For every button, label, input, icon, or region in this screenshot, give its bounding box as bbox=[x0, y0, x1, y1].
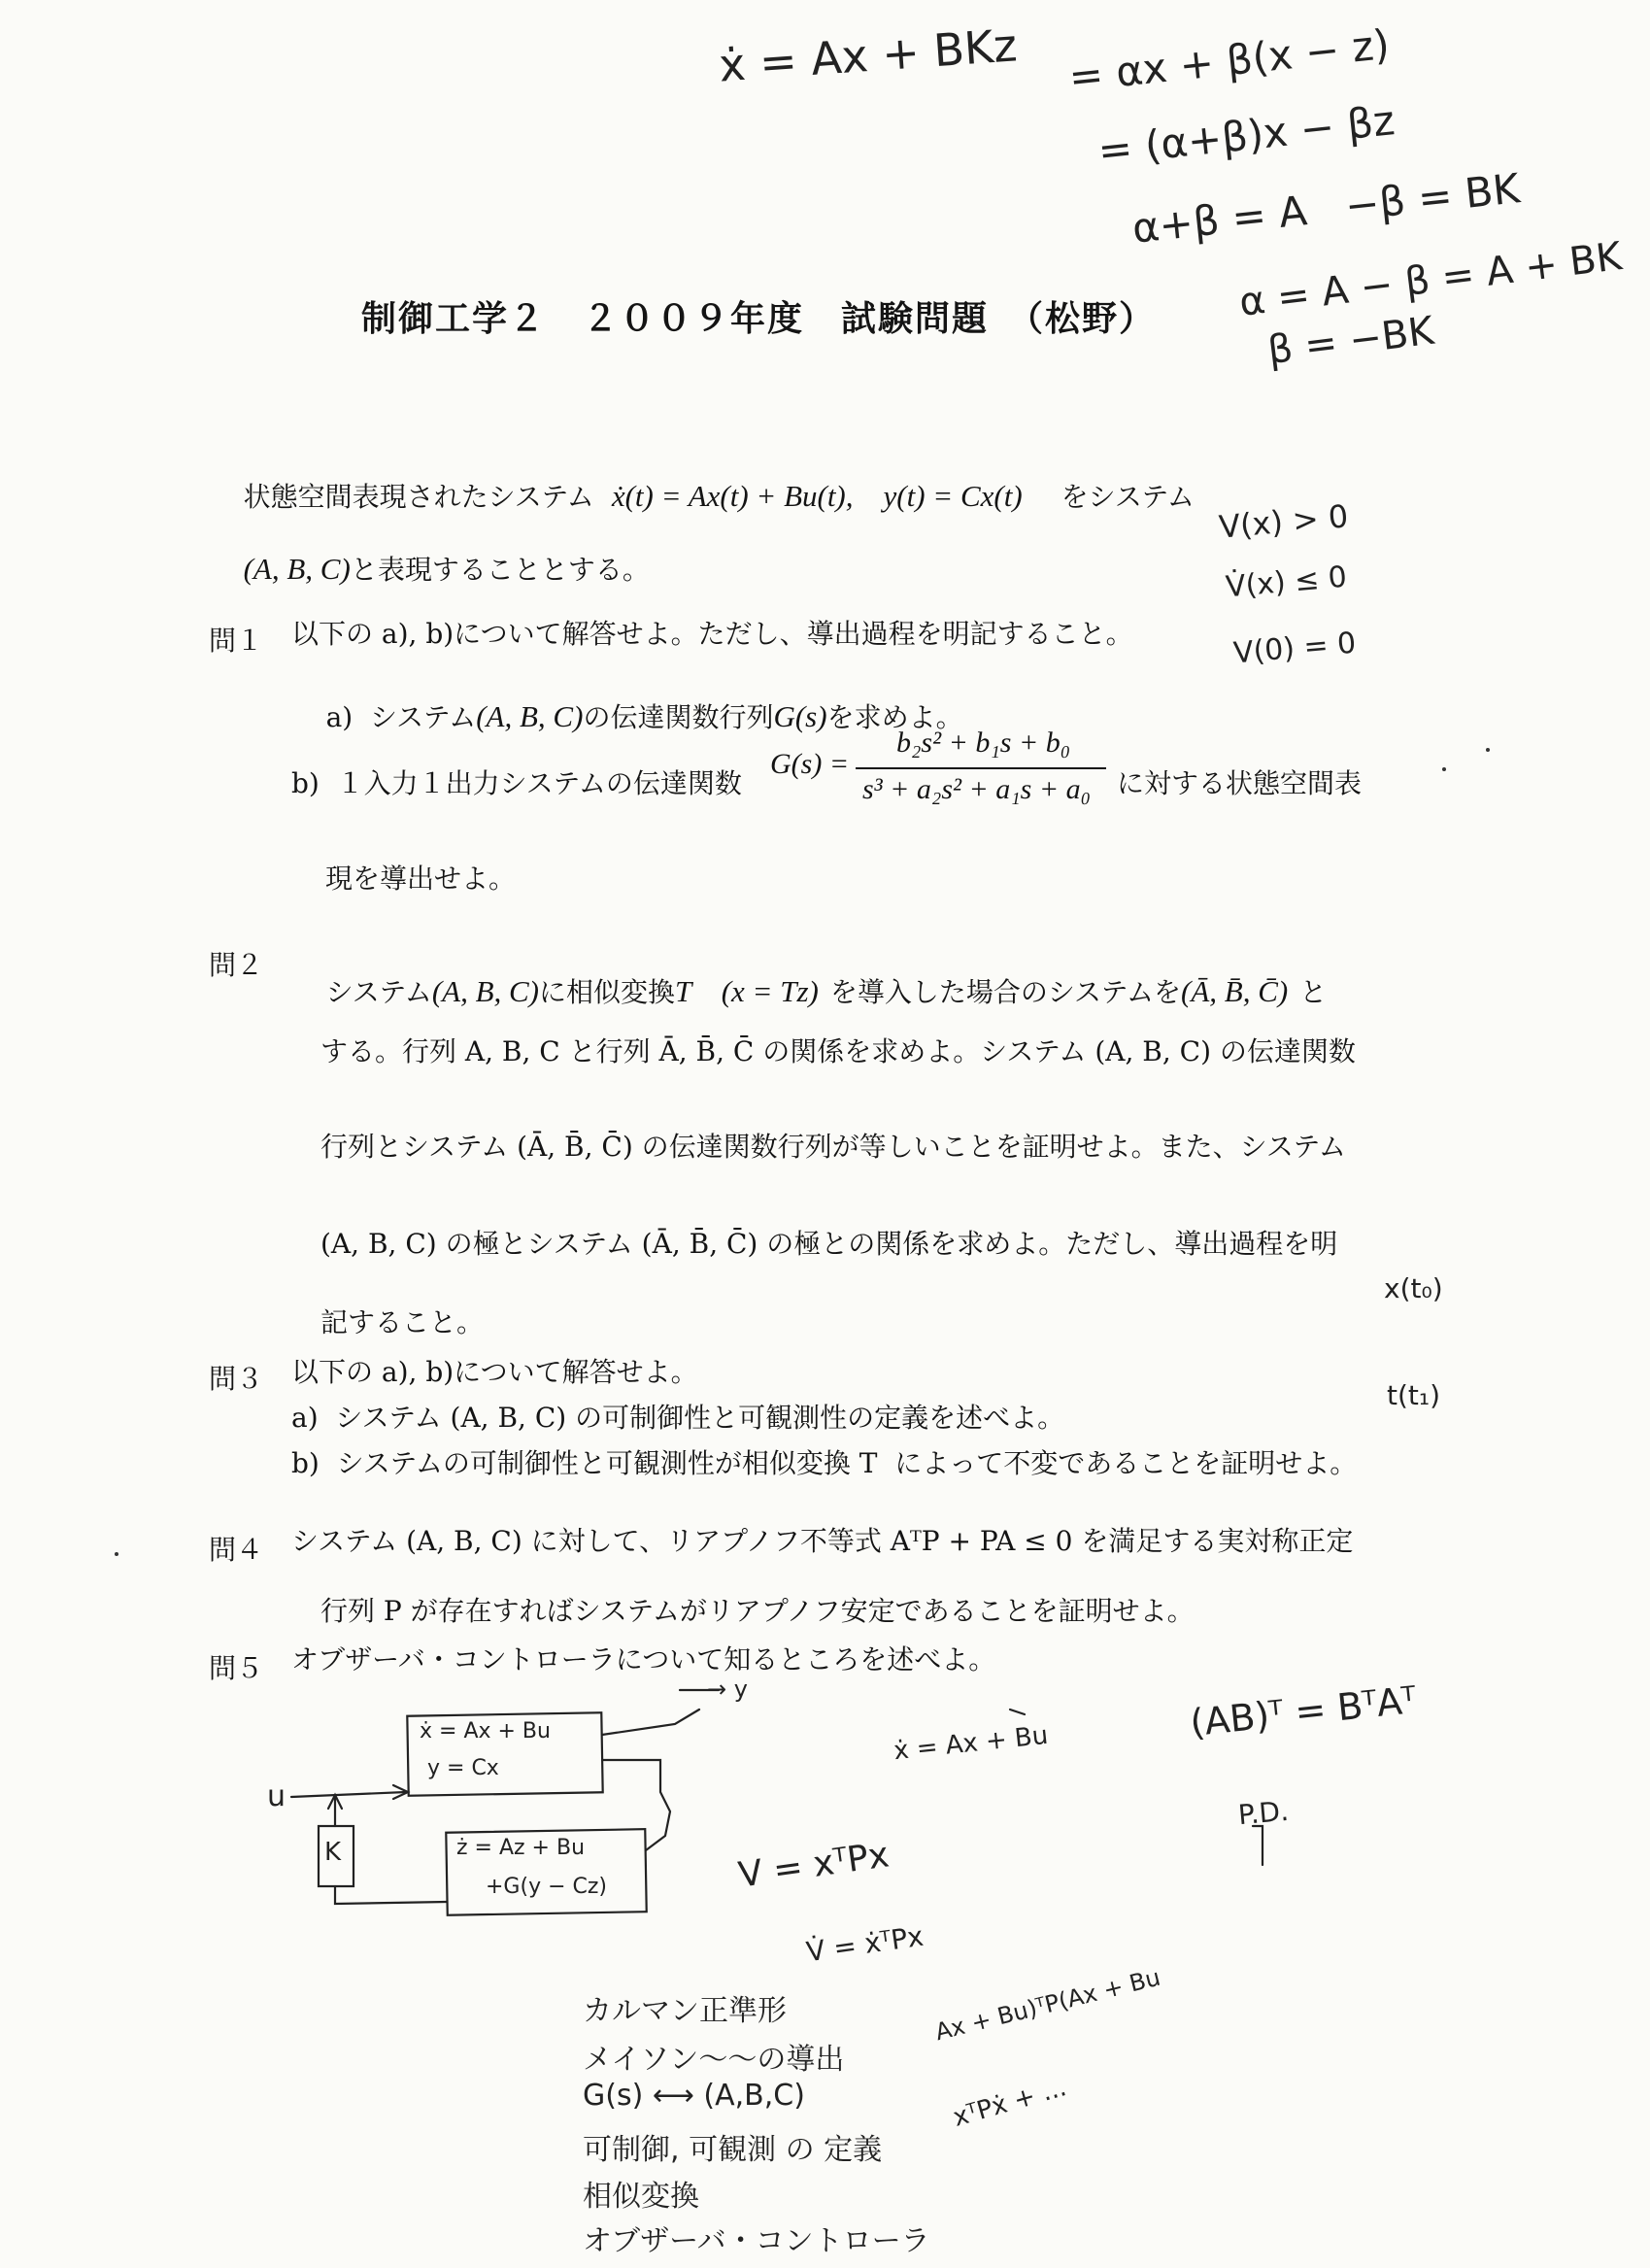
tf-lhs: G(s) = bbox=[770, 748, 850, 780]
question-3-label: 問３ bbox=[209, 1363, 264, 1395]
handwritten-t1: t(t₁) bbox=[1387, 1379, 1441, 1411]
handwritten-eq-1: ẋ = Ax + BKz bbox=[717, 18, 1019, 92]
handwritten-mid-1: ẋ = Ax + Bu bbox=[892, 1720, 1050, 1767]
intro-text-tail: をシステム bbox=[1061, 480, 1195, 513]
question-1b-cont: 現を導出せよ。 bbox=[325, 863, 517, 895]
handwritten-eq-3: = (α+β)x − βz bbox=[1095, 96, 1397, 175]
question-5-label: 問５ bbox=[209, 1652, 264, 1684]
question-4-label: 問４ bbox=[209, 1534, 264, 1566]
question-1b-pre: b) １入力１出力システムの伝達関数 bbox=[291, 767, 742, 799]
scan-speck bbox=[115, 1552, 118, 1556]
handwritten-eq-6: β = −BK bbox=[1264, 308, 1436, 374]
todo-item-2: メイソン〜〜の導出 bbox=[583, 2043, 845, 2077]
handwritten-v2: V̇(x) ≤ 0 bbox=[1224, 559, 1349, 605]
scan-speck bbox=[1442, 767, 1446, 771]
q1a-math: (A, B, C) bbox=[476, 698, 584, 733]
handwritten-v3: V(0) = 0 bbox=[1231, 626, 1358, 671]
diagram-observer-eq1: ż = Az + Bu bbox=[456, 1836, 586, 1860]
diagram-plant-eq2: y = Cx bbox=[427, 1756, 499, 1780]
q2-math3: (Ā, B̄, C̄) bbox=[1181, 973, 1289, 1008]
diagram-observer-eq2: +G(y − Cz) bbox=[486, 1875, 607, 1899]
q1a-pre: a) システム bbox=[325, 700, 477, 733]
question-3b: b) システムの可制御性と可観測性が相似変換 T によって不変であることを証明せよ。 bbox=[291, 1447, 1358, 1479]
handwritten-mid-3: V̇ = ẋᵀPx bbox=[804, 1919, 926, 1969]
question-5-text: オブザーバ・コントローラについて知るところを述べよ。 bbox=[291, 1643, 996, 1676]
handwritten-eq-2: = αx + β(x − z) bbox=[1066, 19, 1393, 102]
todo-item-1: カルマン正準形 bbox=[583, 1994, 787, 2028]
question-2-line-5: 記すること。 bbox=[320, 1306, 485, 1338]
question-4-line-1: システム (A, B, C) に対して、リアプノフ不等式 AᵀP + PA ≤ 0 を満足する実対称正定 bbox=[291, 1525, 1354, 1557]
question-1b-post: に対する状態空間表 bbox=[1117, 767, 1363, 799]
q1a-math2: G(s) bbox=[773, 698, 827, 733]
handwritten-v1: V(x) > 0 bbox=[1217, 497, 1350, 546]
question-2-label: 問２ bbox=[209, 949, 264, 981]
page-title: 制御工学２ ２００９年度 試験問題 （松野） bbox=[361, 299, 1157, 339]
diagram-input-u: u bbox=[267, 1779, 286, 1813]
diagram-gain-k: K bbox=[324, 1838, 342, 1867]
question-4-line-2: 行列 P が存在すればシステムがリアプノフ安定であることを証明せよ。 bbox=[320, 1595, 1195, 1627]
scan-speck bbox=[1486, 748, 1490, 752]
q2-math: (A, B, C) bbox=[431, 973, 540, 1008]
todo-item-6: オブザーバ・コントローラ bbox=[583, 2224, 930, 2258]
state-equation: ẋ(t) = Ax(t) + Bu(t), y(t) = Cx(t) bbox=[611, 478, 1023, 513]
question-3a: a) システム (A, B, C) の可制御性と可観測性の定義を述べよ。 bbox=[291, 1402, 1065, 1434]
intro-text: 状態空間表現されたシステム bbox=[243, 480, 594, 513]
handwritten-pd: P.D. bbox=[1236, 1794, 1291, 1832]
q1a-post: を求めよ。 bbox=[826, 700, 963, 733]
q2-math2: T (x = Tz) bbox=[675, 973, 819, 1008]
question-1-text: 以下の a), b)について解答せよ。ただし、導出過程を明記すること。 bbox=[291, 618, 1133, 650]
q2-mid: に相似変換 bbox=[539, 975, 676, 1008]
handwritten-mid-4: Ax + Bu)ᵀP(Ax + Bu bbox=[932, 1963, 1163, 2047]
question-3-text: 以下の a), b)について解答せよ。 bbox=[291, 1356, 698, 1388]
q2-pre: システム bbox=[325, 975, 432, 1008]
q2-mid2: を導入した場合のシステムを bbox=[829, 975, 1182, 1008]
q1a-mid: の伝達関数行列 bbox=[583, 700, 774, 733]
intro-text-2: と表現することとする。 bbox=[350, 553, 650, 586]
diagram-plant-eq1: ẋ = Ax + Bu bbox=[420, 1719, 551, 1743]
handwritten-mid-2: V = xᵀPx bbox=[735, 1835, 892, 1896]
handwritten-eq-4: α+β = A −β = BK bbox=[1129, 164, 1523, 253]
question-1-label: 問１ bbox=[209, 625, 264, 657]
question-2-line-2: する。行列 A, B, C と行列 Ā, B̄, C̄ の関係を求めよ。システム (A, B, C) の伝達関数 bbox=[320, 1035, 1356, 1067]
handwritten-transpose: (AB)ᵀ = BᵀAᵀ bbox=[1188, 1677, 1419, 1745]
todo-item-5: 相似変換 bbox=[583, 2180, 699, 2214]
diagram-output-y: → y bbox=[707, 1676, 748, 1703]
todo-item-4: 可制御, 可観測 の 定義 bbox=[583, 2133, 883, 2167]
tf-numerator: b₂s² + b₁s + b₀ bbox=[896, 727, 1071, 759]
handwritten-x0: x(t₀) bbox=[1384, 1272, 1443, 1304]
todo-item-3: G(s) ⟷ (A,B,C) bbox=[583, 2079, 805, 2113]
handwritten-mid-5: xᵀPẋ + ... bbox=[950, 2073, 1070, 2133]
system-tuple: (A, B, C) bbox=[243, 551, 351, 586]
handwritten-eq-5: α = A − β = A + BK bbox=[1236, 234, 1625, 325]
question-2-line-4: (A, B, C) の極とシステム (Ā, B̄, C̄) の極との関係を求めよ。ただし、導出過程を明 bbox=[320, 1228, 1338, 1260]
q2-post: と bbox=[1299, 975, 1328, 1008]
tf-denominator: s³ + a₂s² + a₁s + a₀ bbox=[862, 773, 1092, 805]
question-2-line-3: 行列とシステム (Ā, B̄, C̄) の伝達関数行列が等しいことを証明せよ。また、システム bbox=[320, 1131, 1346, 1163]
